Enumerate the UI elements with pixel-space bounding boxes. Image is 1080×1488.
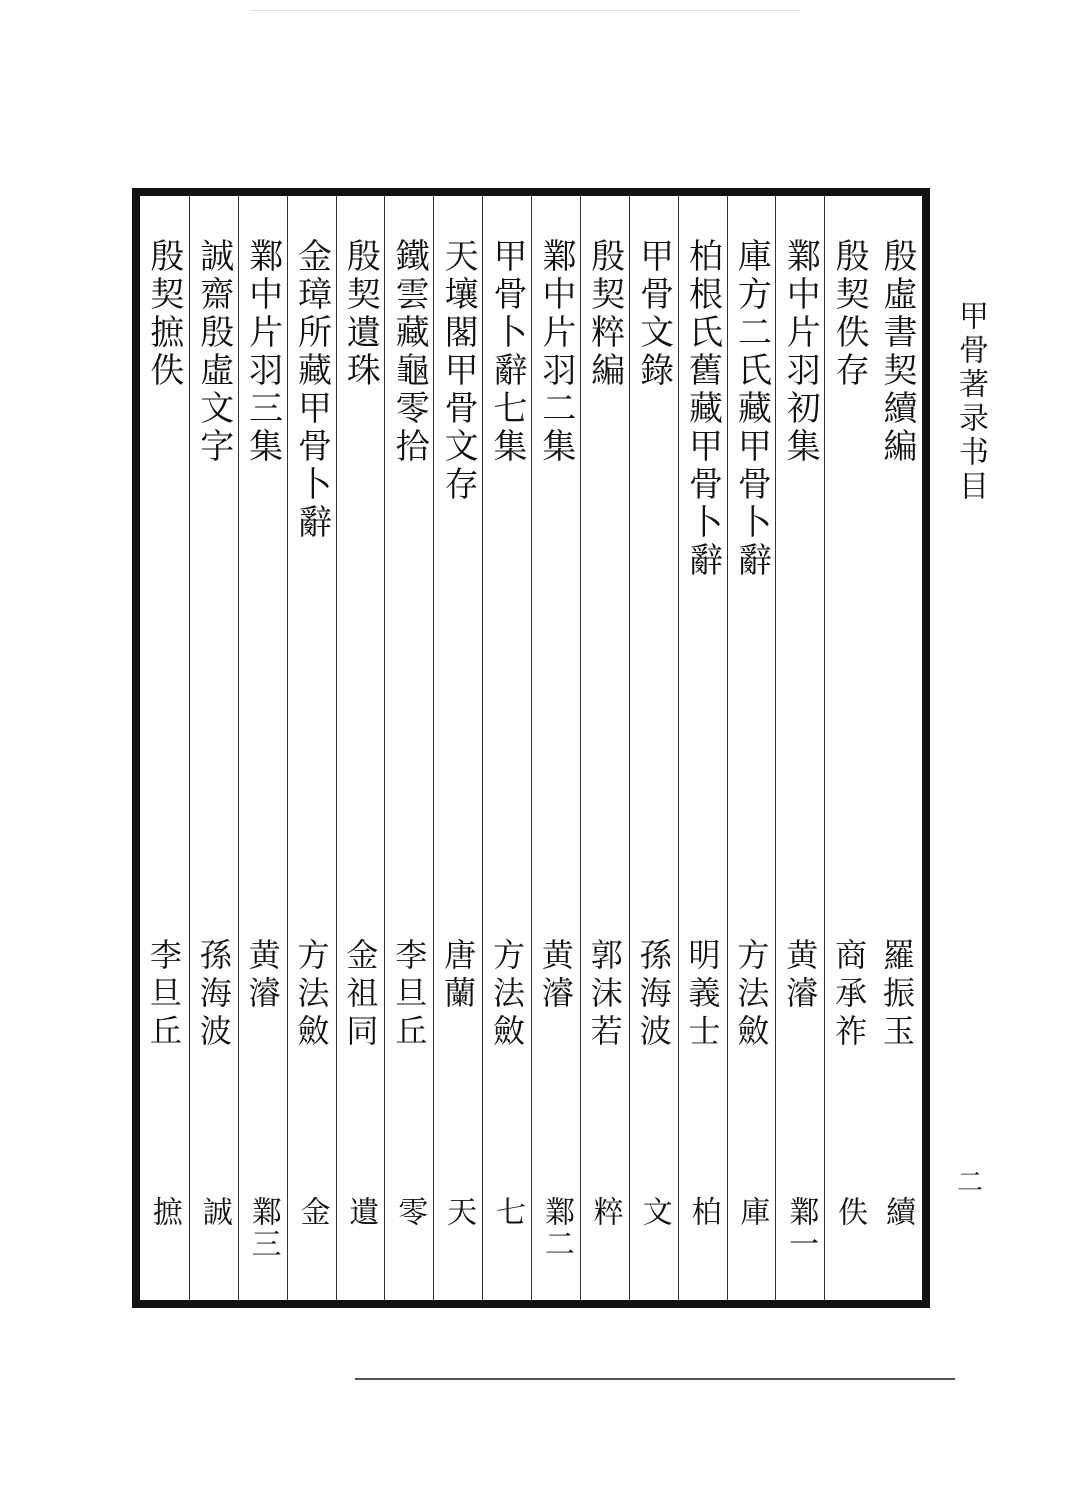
entry-author: 李旦丘 [390,938,429,1052]
entry-abbreviation: 誠 [196,1196,232,1228]
entry-abbreviation: 天 [441,1196,477,1228]
bibliography-entry [189,196,238,1300]
bibliography-entry [775,196,824,1300]
entry-author: 金祖同 [341,938,380,1052]
page-number: 二 [956,1168,983,1198]
bibliography-entry [873,196,922,1300]
entry-abbreviation: 摭 [146,1196,182,1228]
entry-author: 羅振玉 [878,938,916,1052]
bibliography-entry [140,196,189,1300]
entry-abbreviation: 七 [490,1196,525,1228]
bibliography-entry [287,196,336,1300]
entry-author: 方法斂 [488,938,526,1052]
entry-abbreviation: 鄴一 [783,1196,819,1260]
entry-abbreviation: 遺 [343,1196,379,1228]
entry-title: 殷契遺珠 [340,238,381,390]
bibliography-entry [629,196,678,1300]
entry-title: 殷契摭佚 [143,238,184,390]
bibliography-entry [336,196,385,1300]
entry-author: 郭沫若 [585,938,624,1052]
entry-abbreviation: 柏 [685,1196,721,1228]
entry-title: 金璋所藏甲骨卜辭 [291,238,332,542]
entry-title: 鐵雲藏龜零拾 [389,238,430,466]
entry-abbreviation: 文 [636,1196,672,1228]
entry-title: 鄴中片羽三集 [242,238,283,466]
entry-title: 甲骨卜辭七集 [487,238,527,466]
entry-author: 方法斂 [732,938,771,1052]
page-title: 甲骨著录书目 [953,300,988,504]
bibliography-entry [384,196,433,1300]
entry-title: 柏根氏舊藏甲骨卜辭 [682,238,723,580]
entry-abbreviation: 佚 [832,1196,868,1228]
entry-author: 黄濬 [536,938,575,1014]
entry-author: 李旦丘 [144,938,183,1052]
entry-author: 商承祚 [830,938,869,1052]
entry-title: 殷虛書契續編 [877,238,917,466]
page-top-rule [250,10,800,11]
entry-author: 明義士 [683,938,722,1052]
entry-abbreviation: 鄴二 [538,1196,574,1260]
bibliography-entry [433,196,482,1300]
entry-title: 鄴中片羽二集 [535,238,576,466]
page-bottom-rule [355,1378,955,1380]
entry-title: 殷契粹編 [584,238,625,390]
entry-title: 庫方二氏藏甲骨卜辭 [731,238,772,580]
entry-abbreviation: 鄴三 [245,1196,281,1260]
bibliography-entry [727,196,776,1300]
entry-abbreviation: 庫 [734,1196,770,1228]
bibliography-entry [580,196,629,1300]
entry-author: 孫海波 [194,938,233,1052]
entry-abbreviation: 粹 [587,1196,623,1228]
entry-abbreviation: 零 [392,1196,428,1228]
entry-abbreviation: 金 [294,1196,330,1228]
entry-abbreviation: 續 [880,1196,915,1228]
entry-author: 黄濬 [781,938,820,1014]
entry-title: 甲骨文錄 [633,238,674,390]
bibliography-entry [678,196,727,1300]
bibliography-entry [531,196,580,1300]
entry-title: 誠齋殷虛文字 [193,238,234,466]
entry-author: 方法斂 [292,938,331,1052]
bibliography-table [132,188,930,1308]
entry-title: 天壤閣甲骨文存 [438,238,479,504]
bibliography-entry [238,196,287,1300]
entry-title: 鄴中片羽初集 [780,238,821,466]
entry-author: 黄濬 [243,938,282,1014]
entry-author: 孫海波 [634,938,673,1052]
bibliography-entry [824,196,873,1300]
entry-author: 唐蘭 [439,938,478,1014]
bibliography-entry [482,196,531,1300]
entry-title: 殷契佚存 [829,238,870,390]
